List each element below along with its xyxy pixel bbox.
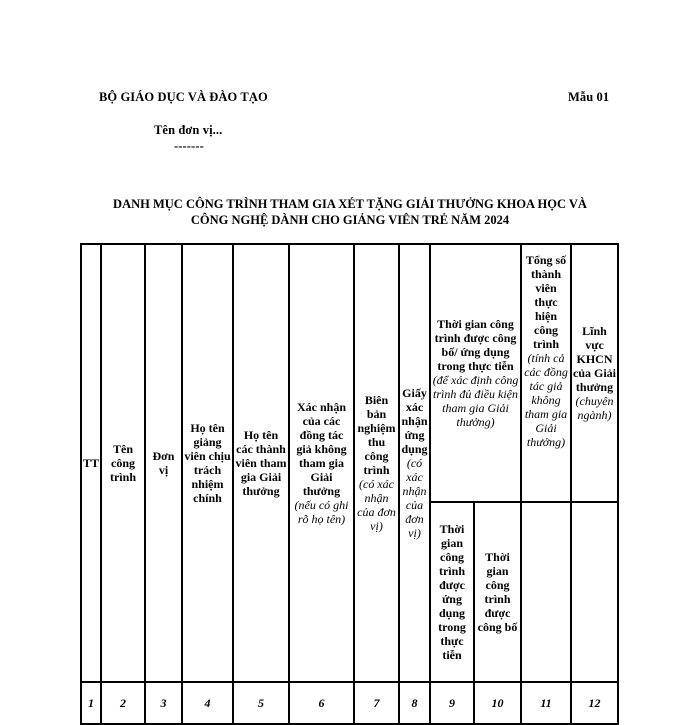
col-header-members: Họ tên các thành viên tham gia Giải thưởng — [233, 244, 289, 682]
unit-separator: ------- — [174, 139, 204, 153]
works-table — [80, 243, 619, 725]
column-number: 1 — [81, 682, 101, 724]
column-number: 11 — [521, 682, 571, 724]
column-number: 2 — [101, 682, 145, 724]
column-number: 5 — [233, 682, 289, 724]
column-number: 12 — [571, 682, 618, 724]
col-header-unit: Đơn vị — [145, 244, 182, 682]
column-number: 10 — [474, 682, 521, 724]
subcol-empty-11 — [521, 502, 571, 682]
subcol-header-application-time: Thời gian công trình được ứng dụng trong thực tiễn — [430, 502, 474, 682]
column-number: 8 — [399, 682, 430, 724]
unit-name: Tên đơn vị... — [154, 123, 223, 137]
col-header-total-members: Tổng số thành viên thực hiện công trình (tính cả các đồng tác giả không tham gia Giải thưởng) — [521, 244, 571, 502]
form-code: Mẫu 01 — [568, 90, 610, 104]
col-header-coauthor-confirmation: Xác nhận của các đồng tác giả không tham gia Giải thưởng (nếu có ghi rõ họ tên) — [289, 244, 354, 682]
col-header-work-name: Tên công trình — [101, 244, 145, 682]
table-header-row — [81, 244, 618, 502]
col-header-application-certificate: Giấy xác nhận ứng dụng (có xác nhận của đơn vị) — [399, 244, 430, 682]
column-number: 3 — [145, 682, 182, 724]
document-title — [70, 196, 630, 228]
subcol-header-publication-time: Thời gian công trình được công bố — [474, 502, 521, 682]
col-header-lead-lecturer: Họ tên giảng viên chịu trách nhiệm chính — [182, 244, 233, 682]
title-line-2: CÔNG NGHỆ DÀNH CHO GIẢNG VIÊN TRẺ NĂM 2024 — [190, 213, 510, 227]
title-line-1: DANH MỤC CÔNG TRÌNH THAM GIA XÉT TẶNG GIẢI THƯỞNG KHOA HỌC VÀ — [113, 197, 587, 211]
ministry-name: BỘ GIÁO DỤC VÀ ĐÀO TẠO — [99, 90, 268, 104]
col-header-acceptance-record: Biên bản nghiệm thu công trình (có xác nhận của đơn vị) — [354, 244, 399, 682]
column-number-row — [81, 682, 618, 724]
column-number: 9 — [430, 682, 474, 724]
col-header-field: Lĩnh vực KHCN của Giải thưởng (chuyên ngành) — [571, 244, 618, 502]
col-header-tt: TT — [81, 244, 101, 682]
column-number: 4 — [182, 682, 233, 724]
column-number: 6 — [289, 682, 354, 724]
subcol-empty-12 — [571, 502, 618, 682]
column-number: 7 — [354, 682, 399, 724]
col-header-publication-time: Thời gian công trình được công bố/ ứng dụng trong thực tiễn (để xác định công trình đủ điều kiện tham gia Giải thưởng) — [430, 244, 521, 502]
